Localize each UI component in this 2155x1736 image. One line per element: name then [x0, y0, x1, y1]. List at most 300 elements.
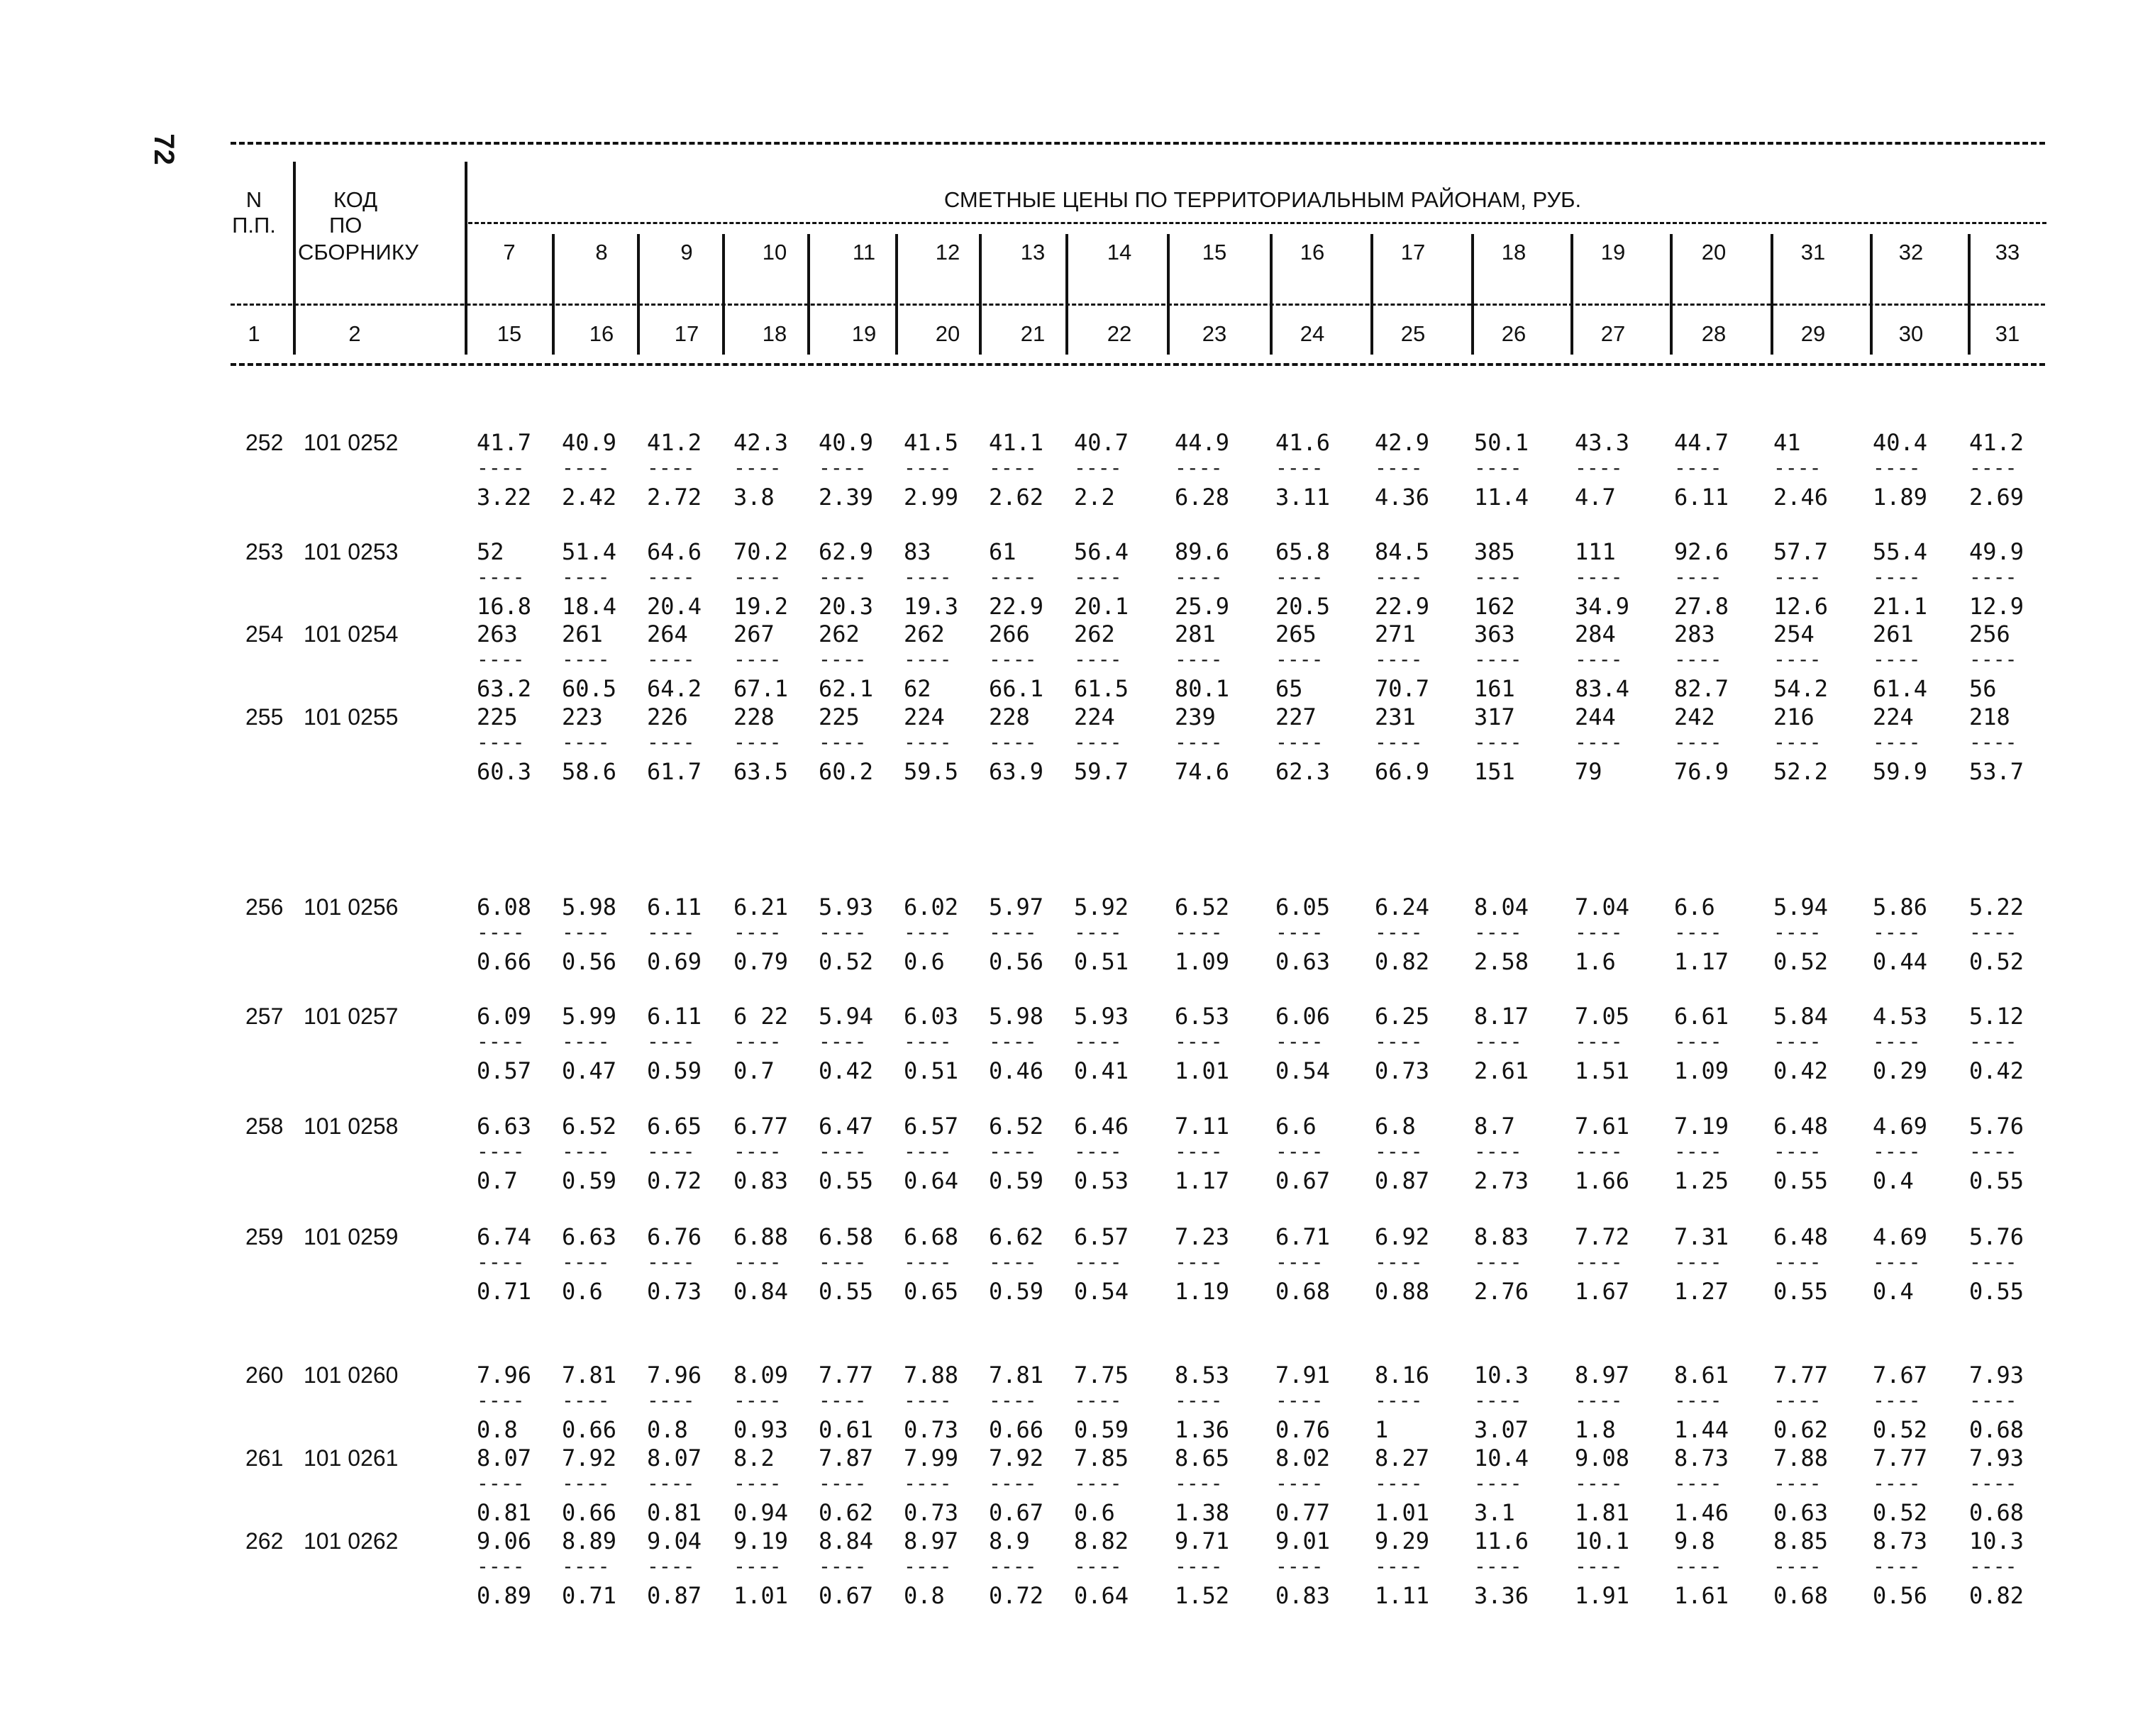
- header-sep-region-9: [1270, 234, 1273, 355]
- price-numerator: 9.08: [1575, 1445, 1630, 1471]
- price-denominator: 0.52: [1773, 948, 1829, 975]
- price-numerator: 5.76: [1969, 1113, 2024, 1140]
- fraction-line: ----: [819, 647, 867, 671]
- price-denominator: 0.69: [647, 948, 702, 975]
- price-numerator: 6.52: [989, 1113, 1044, 1140]
- price-denominator: 1.01: [1375, 1499, 1430, 1526]
- fraction-line: ----: [1275, 920, 1324, 944]
- fraction-line: ----: [1873, 1471, 1921, 1495]
- fraction-line: ----: [1474, 565, 1522, 589]
- price-numerator: 8.73: [1674, 1445, 1729, 1471]
- price-numerator: 385: [1474, 538, 1515, 565]
- header-num-col-29: 29: [1800, 321, 1826, 346]
- price-denominator: 0.54: [1074, 1278, 1129, 1305]
- header-num-col-30: 30: [1898, 321, 1924, 346]
- price-denominator: 3.11: [1275, 484, 1331, 511]
- fraction-line: ----: [989, 730, 1037, 754]
- fraction-line: ----: [1674, 1471, 1722, 1495]
- header-num-col-28: 28: [1701, 321, 1727, 346]
- price-denominator: 16.8: [477, 593, 532, 620]
- price-numerator: 8.16: [1375, 1362, 1430, 1389]
- header-num-col-16: 16: [589, 321, 614, 346]
- page-number: 72: [148, 133, 179, 165]
- price-denominator: 151: [1474, 758, 1515, 785]
- fraction-line: ----: [733, 1389, 782, 1412]
- price-numerator: 6.06: [1275, 1003, 1331, 1030]
- fraction-line: ----: [1275, 1389, 1324, 1412]
- price-denominator: 0.82: [1969, 1582, 2024, 1609]
- fraction-line: ----: [1275, 1554, 1324, 1578]
- price-numerator: 5.76: [1969, 1223, 2024, 1250]
- fraction-line: ----: [1375, 456, 1423, 479]
- fraction-line: ----: [1575, 565, 1623, 589]
- header-sep-region-13: [1670, 234, 1673, 355]
- price-denominator: 62.3: [1275, 758, 1331, 785]
- price-denominator: 2.62: [989, 484, 1044, 511]
- price-numerator: 6.65: [647, 1113, 702, 1140]
- price-denominator: 67.1: [733, 675, 789, 702]
- header-code-line-2: ПО: [329, 213, 362, 238]
- price-numerator: 7.75: [1074, 1362, 1129, 1389]
- fraction-line: ----: [904, 565, 952, 589]
- price-denominator: 0.76: [1275, 1416, 1331, 1443]
- header-num-col-22: 22: [1107, 321, 1132, 346]
- price-denominator: 1.81: [1575, 1499, 1630, 1526]
- price-denominator: 1.17: [1674, 948, 1729, 975]
- price-numerator: 40.9: [562, 429, 617, 456]
- price-numerator: 6.88: [733, 1223, 789, 1250]
- price-numerator: 10.3: [1969, 1528, 2024, 1554]
- price-numerator: 7.77: [819, 1362, 874, 1389]
- fraction-line: ----: [562, 1389, 610, 1412]
- fraction-line: ----: [1275, 456, 1324, 479]
- price-denominator: 0.56: [562, 948, 617, 975]
- row-code: 101 0257: [304, 1003, 399, 1029]
- header-sep-region-6: [979, 234, 982, 355]
- price-denominator: 0.44: [1873, 948, 1928, 975]
- row-code: 101 0262: [304, 1528, 399, 1554]
- price-numerator: 271: [1375, 621, 1416, 647]
- fraction-line: ----: [904, 1389, 952, 1412]
- price-numerator: 6.63: [562, 1223, 617, 1250]
- header-region-9: 9: [680, 240, 693, 265]
- price-numerator: 224: [904, 703, 945, 730]
- price-numerator: 7.04: [1575, 894, 1630, 920]
- price-denominator: 11.4: [1474, 484, 1529, 511]
- price-numerator: 70.2: [733, 538, 789, 565]
- fraction-line: ----: [904, 1030, 952, 1053]
- fraction-line: ----: [819, 1140, 867, 1163]
- price-denominator: 60.2: [819, 758, 874, 785]
- price-denominator: 0.6: [562, 1278, 603, 1305]
- fraction-line: ----: [819, 1250, 867, 1274]
- price-numerator: 8.02: [1275, 1445, 1331, 1471]
- price-numerator: 6.11: [647, 1003, 702, 1030]
- price-denominator: 1.91: [1575, 1582, 1630, 1609]
- fraction-line: ----: [1375, 1471, 1423, 1495]
- price-numerator: 11.6: [1474, 1528, 1529, 1554]
- fraction-line: ----: [1674, 647, 1722, 671]
- fraction-line: ----: [819, 920, 867, 944]
- price-numerator: 5.98: [989, 1003, 1044, 1030]
- fraction-line: ----: [733, 1554, 782, 1578]
- fraction-line: ----: [1674, 1389, 1722, 1412]
- fraction-line: ----: [1575, 456, 1623, 479]
- price-denominator: 2.61: [1474, 1057, 1529, 1084]
- header-sep-region-15: [1870, 234, 1873, 355]
- header-region-12: 12: [935, 240, 960, 265]
- header-title: СМЕТНЫЕ ЦЕНЫ ПО ТЕРРИТОРИАЛЬНЫМ РАЙОНАМ, РУБ.: [943, 187, 1582, 212]
- price-denominator: 0.42: [819, 1057, 874, 1084]
- price-denominator: 27.8: [1674, 593, 1729, 620]
- price-denominator: 62: [904, 675, 931, 702]
- header-sep-region-1: [552, 234, 555, 355]
- header-num-np: 1: [248, 321, 260, 346]
- fraction-line: ----: [1873, 730, 1921, 754]
- price-numerator: 84.5: [1375, 538, 1430, 565]
- price-numerator: 7.19: [1674, 1113, 1729, 1140]
- fraction-line: ----: [477, 1250, 525, 1274]
- price-numerator: 7.93: [1969, 1445, 2024, 1471]
- header-sep-region-4: [807, 234, 810, 355]
- price-numerator: 7.92: [989, 1445, 1044, 1471]
- price-numerator: 363: [1474, 621, 1515, 647]
- fraction-line: ----: [1375, 565, 1423, 589]
- fraction-line: ----: [1575, 730, 1623, 754]
- price-denominator: 61.4: [1873, 675, 1928, 702]
- price-denominator: 53.7: [1969, 758, 2024, 785]
- price-numerator: 7.77: [1873, 1445, 1928, 1471]
- price-denominator: 1.19: [1175, 1278, 1230, 1305]
- fraction-line: ----: [904, 647, 952, 671]
- fraction-line: ----: [647, 1250, 695, 1274]
- fraction-line: ----: [647, 730, 695, 754]
- fraction-line: ----: [904, 1554, 952, 1578]
- row-np: 252: [245, 430, 284, 455]
- price-numerator: 8.97: [904, 1528, 959, 1554]
- price-denominator: 0.73: [904, 1499, 959, 1526]
- fraction-line: ----: [1175, 456, 1223, 479]
- price-denominator: 1.51: [1575, 1057, 1630, 1084]
- fraction-line: ----: [1969, 1554, 2017, 1578]
- price-denominator: 52.2: [1773, 758, 1829, 785]
- price-denominator: 0.68: [1969, 1499, 2024, 1526]
- fraction-line: ----: [733, 1030, 782, 1053]
- price-denominator: 4.36: [1375, 484, 1430, 511]
- fraction-line: ----: [647, 565, 695, 589]
- price-denominator: 4.7: [1575, 484, 1616, 511]
- price-numerator: 263: [477, 621, 518, 647]
- price-denominator: 0.68: [1969, 1416, 2024, 1443]
- price-denominator: 0.8: [647, 1416, 688, 1443]
- price-denominator: 0.7: [477, 1167, 518, 1194]
- fraction-line: ----: [1275, 1140, 1324, 1163]
- fraction-line: ----: [1773, 456, 1822, 479]
- fraction-line: ----: [1873, 1389, 1921, 1412]
- fraction-line: ----: [562, 565, 610, 589]
- header-num-col-26: 26: [1501, 321, 1527, 346]
- price-denominator: 34.9: [1575, 593, 1630, 620]
- price-numerator: 40.4: [1873, 429, 1928, 456]
- row-np: 259: [245, 1224, 284, 1250]
- price-numerator: 6.46: [1074, 1113, 1129, 1140]
- price-denominator: 20.3: [819, 593, 874, 620]
- price-numerator: 8.73: [1873, 1528, 1928, 1554]
- fraction-line: ----: [1175, 647, 1223, 671]
- price-denominator: 0.42: [1969, 1057, 2024, 1084]
- price-numerator: 5.12: [1969, 1003, 2024, 1030]
- price-numerator: 6.57: [1074, 1223, 1129, 1250]
- fraction-line: ----: [1873, 1140, 1921, 1163]
- fraction-line: ----: [477, 1389, 525, 1412]
- price-denominator: 0.71: [562, 1582, 617, 1609]
- fraction-line: ----: [1674, 1554, 1722, 1578]
- fraction-line: ----: [733, 1140, 782, 1163]
- price-denominator: 25.9: [1175, 593, 1230, 620]
- price-numerator: 5.94: [1773, 894, 1829, 920]
- header-rule-1: [231, 363, 2045, 366]
- fraction-line: ----: [1575, 1140, 1623, 1163]
- price-numerator: 6.48: [1773, 1113, 1829, 1140]
- fraction-line: ----: [647, 647, 695, 671]
- price-numerator: 7.85: [1074, 1445, 1129, 1471]
- price-numerator: 227: [1275, 703, 1317, 730]
- fraction-line: ----: [562, 1554, 610, 1578]
- fraction-line: ----: [1674, 1250, 1722, 1274]
- price-numerator: 61: [989, 538, 1016, 565]
- fraction-line: ----: [1773, 1250, 1822, 1274]
- price-numerator: 7.91: [1275, 1362, 1331, 1389]
- price-denominator: 1.17: [1175, 1167, 1230, 1194]
- price-denominator: 1.09: [1175, 948, 1230, 975]
- fraction-line: ----: [819, 1554, 867, 1578]
- header-region-18: 18: [1501, 240, 1527, 265]
- fraction-line: ----: [1175, 1250, 1223, 1274]
- price-numerator: 52: [477, 538, 504, 565]
- header-region-17: 17: [1400, 240, 1426, 265]
- price-numerator: 7.96: [647, 1362, 702, 1389]
- price-denominator: 0.68: [1773, 1582, 1829, 1609]
- price-numerator: 261: [1873, 621, 1914, 647]
- price-numerator: 244: [1575, 703, 1616, 730]
- price-numerator: 5.84: [1773, 1003, 1829, 1030]
- header-sep-region-8: [1167, 234, 1170, 355]
- fraction-line: ----: [1175, 1471, 1223, 1495]
- fraction-line: ----: [477, 647, 525, 671]
- price-denominator: 0.52: [819, 948, 874, 975]
- header-num-col-31: 31: [1995, 321, 2020, 346]
- price-numerator: 6.6: [1674, 894, 1715, 920]
- fraction-line: ----: [1375, 1030, 1423, 1053]
- fraction-line: ----: [904, 1250, 952, 1274]
- fraction-line: ----: [733, 1471, 782, 1495]
- header-code-line-1: КОД: [333, 187, 378, 212]
- price-denominator: 0.66: [477, 948, 532, 975]
- fraction-line: ----: [1175, 1030, 1223, 1053]
- fraction-line: ----: [904, 730, 952, 754]
- price-denominator: 0.8: [904, 1582, 945, 1609]
- price-denominator: 0.73: [647, 1278, 702, 1305]
- price-numerator: 6.52: [562, 1113, 617, 1140]
- fraction-line: ----: [904, 920, 952, 944]
- fraction-line: ----: [477, 1030, 525, 1053]
- row-np: 258: [245, 1113, 284, 1139]
- price-denominator: 56: [1969, 675, 1997, 702]
- fraction-line: ----: [477, 730, 525, 754]
- price-numerator: 262: [904, 621, 945, 647]
- price-denominator: 64.2: [647, 675, 702, 702]
- fraction-line: ----: [1375, 1554, 1423, 1578]
- price-denominator: 0.53: [1074, 1167, 1129, 1194]
- price-numerator: 264: [647, 621, 688, 647]
- fraction-line: ----: [1375, 647, 1423, 671]
- price-denominator: 59.5: [904, 758, 959, 785]
- fraction-line: ----: [562, 1471, 610, 1495]
- fraction-line: ----: [819, 456, 867, 479]
- price-numerator: 41.2: [647, 429, 702, 456]
- price-numerator: 9.01: [1275, 1528, 1331, 1554]
- fraction-line: ----: [1773, 730, 1822, 754]
- fraction-line: ----: [1773, 1389, 1822, 1412]
- fraction-line: ----: [1375, 920, 1423, 944]
- fraction-line: ----: [733, 565, 782, 589]
- fraction-line: ----: [1474, 1389, 1522, 1412]
- price-numerator: 9.8: [1674, 1528, 1715, 1554]
- fraction-line: ----: [1175, 1389, 1223, 1412]
- price-denominator: 0.65: [904, 1278, 959, 1305]
- price-numerator: 8.07: [647, 1445, 702, 1471]
- fraction-line: ----: [733, 730, 782, 754]
- price-numerator: 6.74: [477, 1223, 532, 1250]
- price-denominator: 0.57: [477, 1057, 532, 1084]
- price-numerator: 51.4: [562, 538, 617, 565]
- fraction-line: ----: [989, 1140, 1037, 1163]
- header-sep-region-2: [637, 234, 640, 355]
- price-denominator: 0.56: [989, 948, 1044, 975]
- price-denominator: 0.8: [477, 1416, 518, 1443]
- fraction-line: ----: [1575, 1389, 1623, 1412]
- header-sep-region-7: [1065, 234, 1068, 355]
- price-denominator: 0.41: [1074, 1057, 1129, 1084]
- price-denominator: 58.6: [562, 758, 617, 785]
- fraction-line: ----: [733, 920, 782, 944]
- price-numerator: 6.6: [1275, 1113, 1317, 1140]
- header-rule-0: [231, 142, 2045, 145]
- price-numerator: 7.88: [904, 1362, 959, 1389]
- price-numerator: 10.3: [1474, 1362, 1529, 1389]
- price-denominator: 0.55: [819, 1167, 874, 1194]
- price-numerator: 7.99: [904, 1445, 959, 1471]
- fraction-line: ----: [733, 1250, 782, 1274]
- price-numerator: 7.81: [562, 1362, 617, 1389]
- fraction-line: ----: [819, 1471, 867, 1495]
- price-numerator: 6.47: [819, 1113, 874, 1140]
- fraction-line: ----: [819, 730, 867, 754]
- fraction-line: ----: [562, 456, 610, 479]
- fraction-line: ----: [1873, 565, 1921, 589]
- fraction-line: ----: [477, 1554, 525, 1578]
- fraction-line: ----: [647, 920, 695, 944]
- fraction-line: ----: [1275, 1471, 1324, 1495]
- row-code: 101 0261: [304, 1445, 399, 1471]
- fraction-line: ----: [562, 1030, 610, 1053]
- price-denominator: 0.67: [819, 1582, 874, 1609]
- row-np: 262: [245, 1528, 284, 1554]
- price-denominator: 0.52: [1873, 1416, 1928, 1443]
- price-denominator: 3.07: [1474, 1416, 1529, 1443]
- price-numerator: 7.11: [1175, 1113, 1230, 1140]
- price-numerator: 6.68: [904, 1223, 959, 1250]
- price-numerator: 7.23: [1175, 1223, 1230, 1250]
- price-denominator: 54.2: [1773, 675, 1829, 702]
- price-denominator: 1.8: [1575, 1416, 1616, 1443]
- header-region-11: 11: [852, 240, 876, 265]
- price-numerator: 317: [1474, 703, 1515, 730]
- price-numerator: 64.6: [647, 538, 702, 565]
- header-sep-np: [293, 162, 296, 355]
- price-denominator: 1.6: [1575, 948, 1616, 975]
- price-numerator: 5.98: [562, 894, 617, 920]
- fraction-line: ----: [989, 647, 1037, 671]
- row-code: 101 0252: [304, 430, 399, 455]
- price-numerator: 262: [819, 621, 860, 647]
- fraction-line: ----: [1773, 920, 1822, 944]
- price-numerator: 6.53: [1175, 1003, 1230, 1030]
- price-denominator: 2.76: [1474, 1278, 1529, 1305]
- price-numerator: 4.69: [1873, 1223, 1928, 1250]
- price-numerator: 6.24: [1375, 894, 1430, 920]
- price-denominator: 3.36: [1474, 1582, 1529, 1609]
- price-denominator: 0.6: [1074, 1499, 1115, 1526]
- fraction-line: ----: [1474, 1140, 1522, 1163]
- price-denominator: 0.63: [1275, 948, 1331, 975]
- price-denominator: 0.54: [1275, 1057, 1331, 1084]
- fraction-line: ----: [1175, 730, 1223, 754]
- price-denominator: 0.67: [1275, 1167, 1331, 1194]
- price-denominator: 1.66: [1575, 1167, 1630, 1194]
- fraction-line: ----: [1873, 1554, 1921, 1578]
- price-denominator: 0.51: [1074, 948, 1129, 975]
- price-numerator: 8.9: [989, 1528, 1030, 1554]
- price-numerator: 92.6: [1674, 538, 1729, 565]
- fraction-line: ----: [1074, 920, 1122, 944]
- fraction-line: ----: [1969, 1030, 2017, 1053]
- price-denominator: 2.2: [1074, 484, 1115, 511]
- fraction-line: ----: [989, 1250, 1037, 1274]
- fraction-line: ----: [562, 920, 610, 944]
- price-denominator: 60.5: [562, 675, 617, 702]
- price-numerator: 42.9: [1375, 429, 1430, 456]
- price-denominator: 80.1: [1175, 675, 1230, 702]
- price-numerator: 6.77: [733, 1113, 789, 1140]
- price-denominator: 65: [1275, 675, 1303, 702]
- fraction-line: ----: [989, 565, 1037, 589]
- row-code: 101 0258: [304, 1113, 399, 1139]
- fraction-line: ----: [1969, 730, 2017, 754]
- price-numerator: 56.4: [1074, 538, 1129, 565]
- price-numerator: 7.31: [1674, 1223, 1729, 1250]
- price-denominator: 21.1: [1873, 593, 1928, 620]
- fraction-line: ----: [1375, 1250, 1423, 1274]
- fraction-line: ----: [1074, 730, 1122, 754]
- price-numerator: 6.61: [1674, 1003, 1729, 1030]
- fraction-line: ----: [819, 565, 867, 589]
- price-denominator: 12.9: [1969, 593, 2024, 620]
- fraction-line: ----: [1969, 565, 2017, 589]
- price-denominator: 20.5: [1275, 593, 1331, 620]
- price-numerator: 228: [733, 703, 775, 730]
- price-numerator: 41.2: [1969, 429, 2024, 456]
